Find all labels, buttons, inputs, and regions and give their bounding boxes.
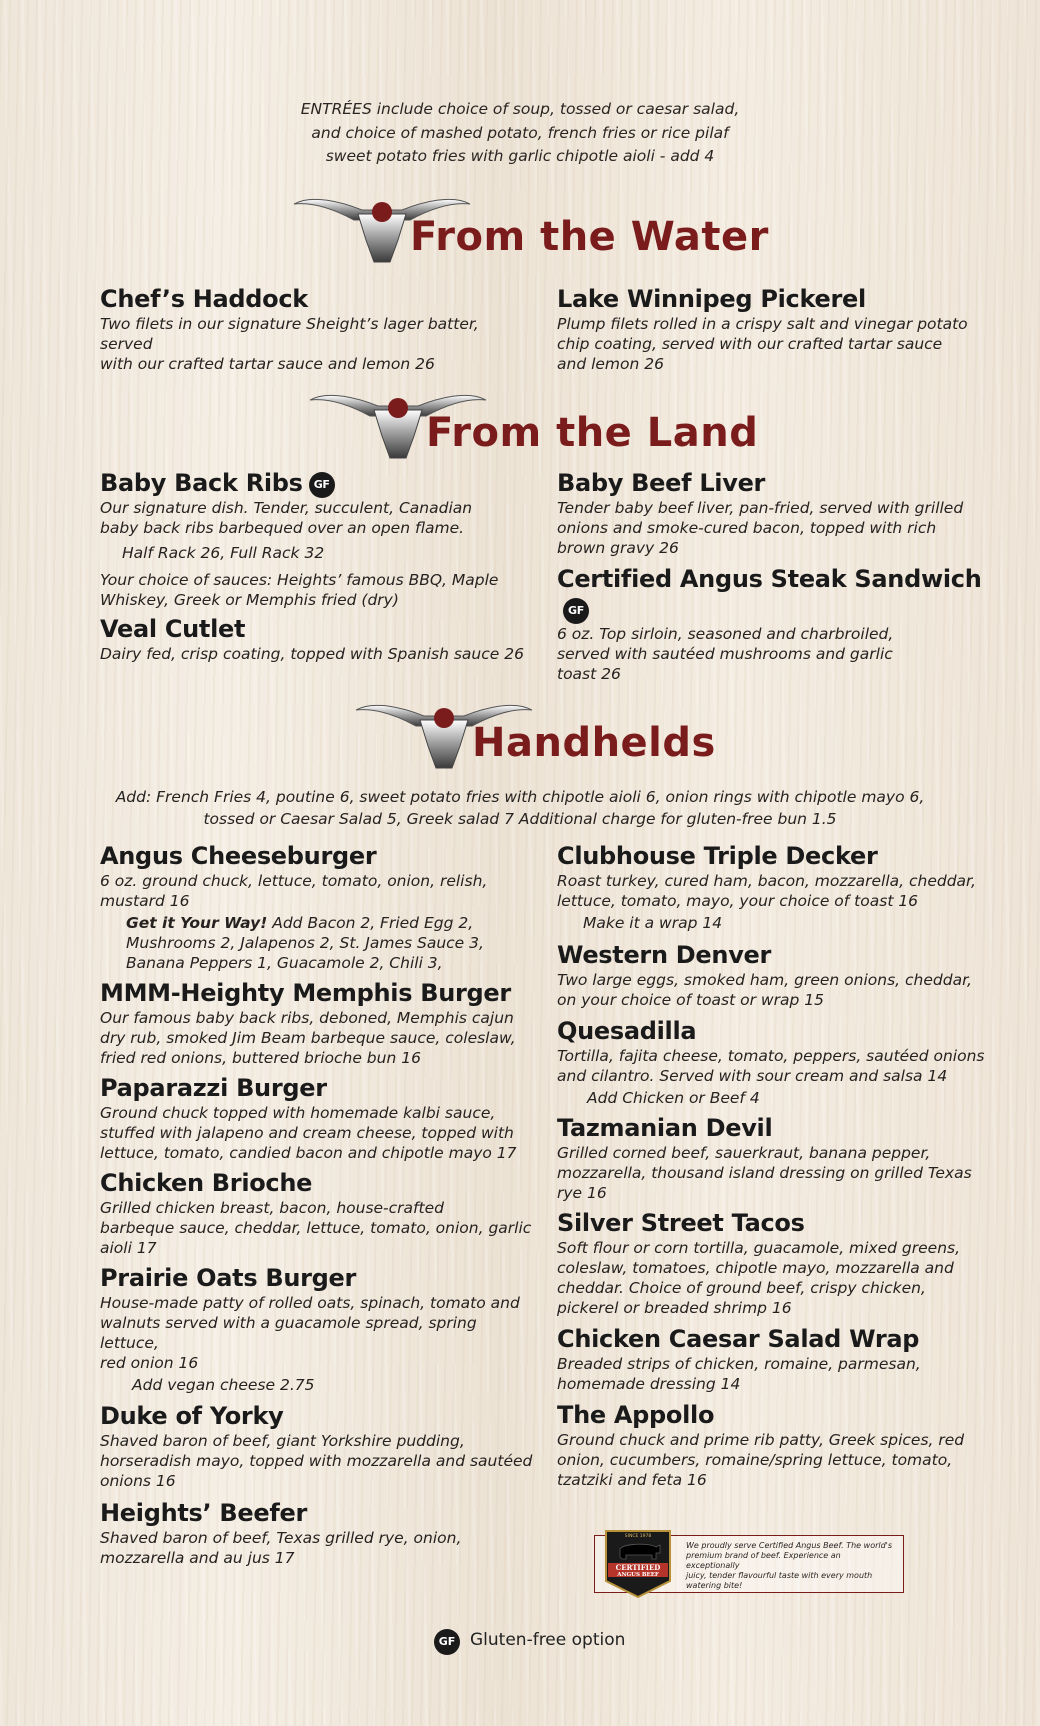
- badge-certified: CERTIFIED: [615, 1563, 661, 1572]
- item-name: Angus Cheeseburger: [100, 842, 377, 870]
- gluten-free-legend: [434, 1626, 625, 1654]
- item-desc: coleslaw, tomatoes, chipotle mayo, mozzarella and: [557, 1259, 954, 1277]
- item-desc: lettuce, tomato, mayo, your choice of toast 16: [557, 892, 919, 910]
- angus-blurb-line: watering bite!: [686, 1581, 743, 1590]
- angus-blurb-line: We proudly serve Certified Angus Beef. The world's: [686, 1541, 893, 1550]
- item-desc: homemade dressing 14: [557, 1375, 741, 1393]
- item-desc: Tortilla, fajita cheese, tomato, peppers, sautéed onions: [557, 1047, 985, 1065]
- gluten-free-icon: GF: [309, 472, 335, 498]
- item-desc: dry rub, smoked Jim Beam barbeque sauce, coleslaw,: [100, 1029, 516, 1047]
- item-desc: onions 16: [100, 1472, 176, 1490]
- item-desc: on your choice of toast or wrap 15: [557, 991, 824, 1009]
- item-option: Add vegan cheese 2.75: [132, 1376, 315, 1394]
- menu-item: [100, 614, 530, 664]
- item-desc: lettuce, tomato, candied bacon and chipotle mayo 17: [100, 1144, 517, 1162]
- item-name: Baby Beef Liver: [557, 469, 766, 497]
- item-name: Chicken Brioche: [100, 1169, 313, 1197]
- item-desc: mozzarella, thousand island dressing on grilled Texas: [557, 1164, 972, 1182]
- item-option: Add Chicken or Beef 4: [587, 1089, 760, 1107]
- item-desc: chip coating, served with our crafted tartar sauce: [557, 335, 943, 353]
- item-name: [557, 564, 997, 624]
- item-desc: fried red onions, buttered brioche bun 16: [100, 1049, 421, 1067]
- item-option: [100, 913, 540, 933]
- section-header-land: [308, 392, 778, 472]
- angus-blurb: [686, 1541, 896, 1591]
- item-name-text: Certified Angus Steak Sandwich: [557, 565, 982, 593]
- intro-line: sweet potato fries with garlic chipotle aioli - add 4: [325, 147, 715, 165]
- item-desc: baby back ribs barbequed over an open flame.: [100, 519, 465, 537]
- entree-intro: [0, 98, 1040, 169]
- certified-angus-beef-logo: [602, 1525, 674, 1599]
- item-desc: with our crafted tartar sauce and lemon 26: [100, 355, 435, 373]
- item-desc: rye 16: [557, 1184, 607, 1202]
- item-name: Veal Cutlet: [100, 615, 246, 643]
- land-left-column: [100, 468, 530, 664]
- item-desc: Tender baby beef liver, pan-fried, served with grilled: [557, 499, 964, 517]
- item-desc: Ground chuck topped with homemade kalbi sauce,: [100, 1104, 496, 1122]
- item-desc: Two filets in our signature Sheight’s lager batter, served: [100, 315, 479, 353]
- item-desc: horseradish mayo, topped with mozzarella and sautéed: [100, 1452, 533, 1470]
- section-header-water: [292, 196, 769, 276]
- handhelds-left-column: [100, 841, 540, 1568]
- menu-item: [557, 940, 997, 1010]
- land-right-column: [557, 468, 997, 684]
- item-desc: Shaved baron of beef, giant Yorkshire pudding,: [100, 1432, 465, 1450]
- item-desc: toast 26: [557, 665, 621, 683]
- menu-item: [100, 978, 540, 1068]
- item-desc: onions and smoke-cured bacon, topped with rich: [557, 519, 937, 537]
- section-header-handhelds: [354, 702, 774, 782]
- intro-line: and choice of mashed potato, french fries or rice pilaf: [311, 123, 729, 142]
- item-desc: Shaved baron of beef, Texas grilled rye, onion,: [100, 1529, 462, 1547]
- item-option: Make it a wrap 14: [583, 914, 723, 932]
- item-name: Paparazzi Burger: [100, 1074, 327, 1102]
- section-title: Handhelds: [472, 720, 716, 766]
- item-name: Chicken Caesar Salad Wrap: [557, 1325, 920, 1353]
- item-desc: and cilantro. Served with sour cream and salsa 14: [557, 1067, 948, 1085]
- item-name: The Appollo: [557, 1401, 715, 1429]
- item-desc: Roast turkey, cured ham, bacon, mozzarella, cheddar,: [557, 872, 976, 890]
- item-option: Half Rack 26, Full Rack 32: [122, 544, 325, 562]
- item-desc: walnuts served with a guacamole spread, spring lettuce,: [100, 1314, 477, 1352]
- menu-item: [100, 1263, 540, 1396]
- badge-angus-beef: ANGUS BEEF: [617, 1572, 659, 1578]
- item-option: Banana Peppers 1, Guacamole 2, Chili 3,: [126, 954, 443, 972]
- item-desc: served with sautéed mushrooms and garlic: [557, 645, 893, 663]
- angus-blurb-line: juicy, tender flavourful taste with every mouth: [686, 1571, 873, 1580]
- menu-item: [557, 564, 997, 684]
- item-desc: Two large eggs, smoked ham, green onions, cheddar,: [557, 971, 972, 989]
- item-desc: Grilled chicken breast, bacon, house-crafted: [100, 1199, 444, 1217]
- item-desc: Dairy fed, crisp coating, topped with Spanish sauce 26: [100, 645, 524, 663]
- item-name: Western Denver: [557, 941, 772, 969]
- item-name: Silver Street Tacos: [557, 1209, 805, 1237]
- item-name-text: Baby Back Ribs: [100, 469, 303, 497]
- menu-item: [100, 284, 530, 374]
- item-name: Clubhouse Triple Decker: [557, 842, 878, 870]
- item-desc: Your choice of sauces: Heights’ famous BBQ, Maple: [100, 571, 499, 589]
- item-name: Prairie Oats Burger: [100, 1264, 357, 1292]
- item-desc: mozzarella and au jus 17: [100, 1549, 295, 1567]
- menu-item: [557, 1113, 997, 1203]
- item-desc: stuffed with jalapeno and cream cheese, topped with: [100, 1124, 514, 1142]
- menu-item: [557, 1400, 997, 1490]
- item-desc: cheddar. Choice of ground beef, crispy chicken,: [557, 1279, 926, 1297]
- item-desc: pickerel or breaded shrimp 16: [557, 1299, 792, 1317]
- item-name: Lake Winnipeg Pickerel: [557, 285, 866, 313]
- handhelds-right-column: [557, 841, 997, 1490]
- addon-line: Add: French Fries 4, poutine 6, sweet potato fries with chipotle aioli 6, onion rings with chipotle mayo 6,: [115, 788, 925, 806]
- gluten-free-icon: GF: [563, 598, 589, 624]
- item-desc: aioli 17: [100, 1239, 157, 1257]
- item-name: Tazmanian Devil: [557, 1114, 773, 1142]
- item-desc: tzatziki and feta 16: [557, 1471, 707, 1489]
- item-option: Mushrooms 2, Jalapenos 2, St. James Sauce 3,: [126, 934, 484, 952]
- item-desc: Whiskey, Greek or Memphis fried (dry): [100, 591, 399, 609]
- item-name: MMM-Heighty Memphis Burger: [100, 979, 511, 1007]
- item-desc: red onion 16: [100, 1354, 199, 1372]
- item-desc: mustard 16: [100, 892, 190, 910]
- menu-item: [100, 841, 540, 973]
- menu-item: [557, 1324, 997, 1394]
- item-desc: Ground chuck and prime rib patty, Greek spices, red: [557, 1431, 965, 1449]
- item-desc: House-made patty of rolled oats, spinach, tomato and: [100, 1294, 520, 1312]
- menu-item: [100, 1498, 540, 1568]
- menu-item: [557, 1208, 997, 1318]
- menu-item: [557, 1016, 997, 1109]
- item-desc: 6 oz. Top sirloin, seasoned and charbroiled,: [557, 625, 894, 643]
- item-name: [100, 468, 530, 498]
- intro-line: ENTRÉES include choice of soup, tossed or caesar salad,: [300, 100, 740, 118]
- item-desc: brown gravy 26: [557, 539, 679, 557]
- gluten-free-icon: GF: [434, 1629, 460, 1655]
- section-title: From the Water: [410, 214, 769, 260]
- menu-item: [557, 468, 997, 558]
- menu-item: [557, 841, 997, 934]
- water-right-column: [557, 284, 977, 374]
- menu-item: [100, 1073, 540, 1163]
- water-left-column: [100, 284, 530, 374]
- item-name: Heights’ Beefer: [100, 1499, 307, 1527]
- way-label: Get it Your Way!: [126, 914, 268, 932]
- item-desc: Soft flour or corn tortilla, guacamole, mixed greens,: [557, 1239, 961, 1257]
- item-desc: Our signature dish. Tender, succulent, Canadian: [100, 499, 473, 517]
- handhelds-addons: [60, 786, 980, 830]
- angus-blurb-line: premium brand of beef. Experience an exceptionally: [686, 1551, 841, 1570]
- item-desc: Plump filets rolled in a crispy salt and vinegar potato: [557, 315, 968, 333]
- item-name: Quesadilla: [557, 1017, 697, 1045]
- item-desc: Grilled corned beef, sauerkraut, banana pepper,: [557, 1144, 931, 1162]
- item-desc: onion, cucumbers, romaine/spring lettuce, tomato,: [557, 1451, 953, 1469]
- item-desc: barbeque sauce, cheddar, lettuce, tomato, onion, garlic: [100, 1219, 532, 1237]
- menu-item: [100, 1168, 540, 1258]
- addon-line: tossed or Caesar Salad 5, Greek salad 7 Additional charge for gluten-free bun 1.5: [203, 810, 837, 828]
- section-title: From the Land: [426, 410, 759, 456]
- menu-item: [557, 284, 977, 374]
- way-text: Add Bacon 2, Fried Egg 2,: [267, 914, 474, 932]
- item-desc: Our famous baby back ribs, deboned, Memphis cajun: [100, 1009, 514, 1027]
- item-desc: and lemon 26: [557, 355, 664, 373]
- item-desc: Breaded strips of chicken, romaine, parmesan,: [557, 1355, 921, 1373]
- menu-item: [100, 468, 530, 610]
- legend-text: Gluten-free option: [470, 1630, 626, 1650]
- item-name: Duke of Yorky: [100, 1402, 284, 1430]
- badge-since: SINCE 1978: [624, 1534, 652, 1539]
- menu-item: [100, 1401, 540, 1491]
- item-desc: 6 oz. ground chuck, lettuce, tomato, onion, relish,: [100, 872, 488, 890]
- item-name: Chef’s Haddock: [100, 285, 308, 313]
